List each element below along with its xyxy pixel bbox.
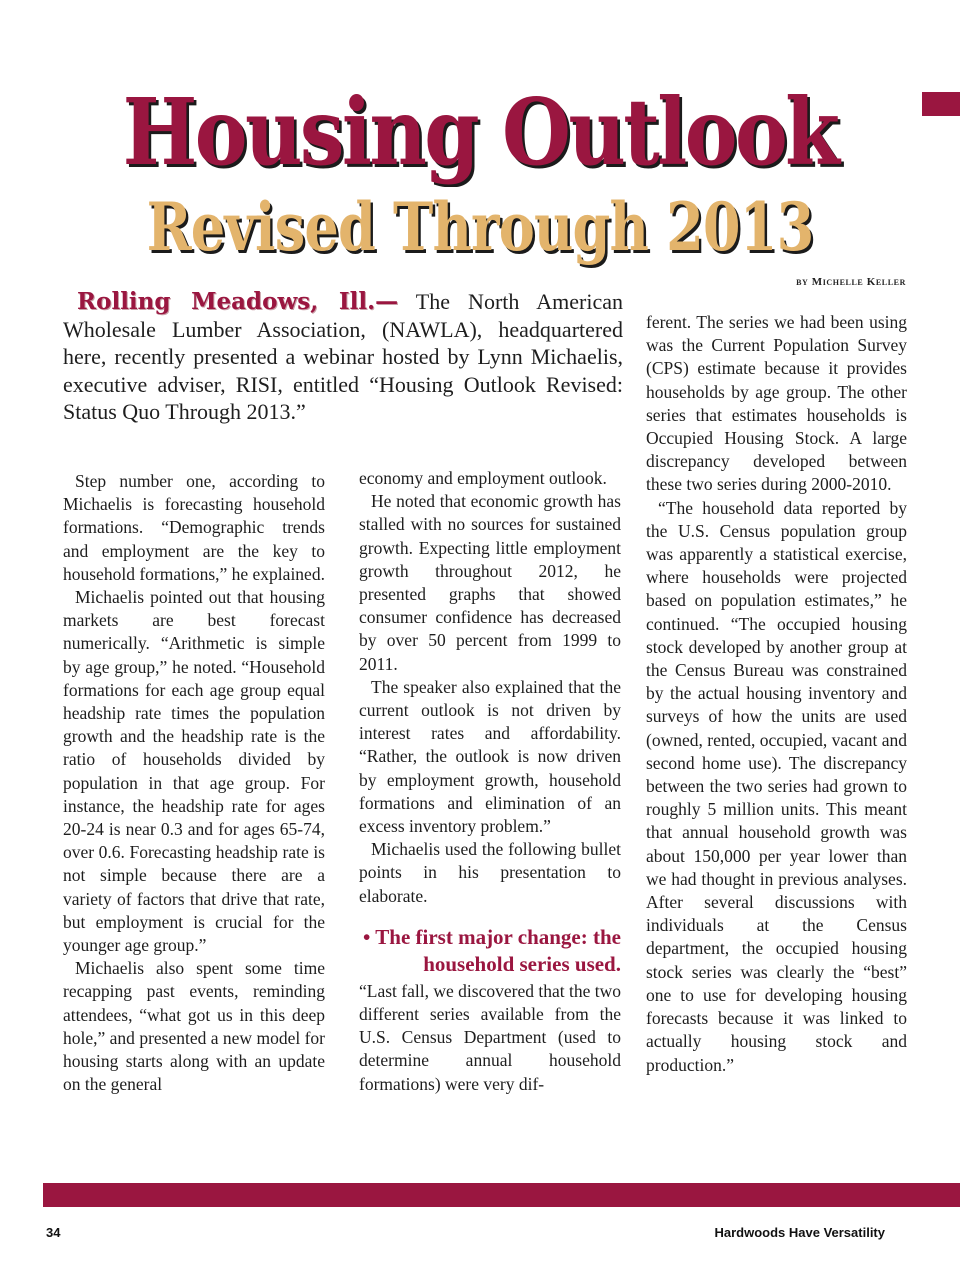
paragraph: Michaelis pointed out that housing markets are best forecast numerically. “Arithmetic is simple by age group,” he noted. “Household formations for each age group equal headship rate times the population growth and the headship rate is the ratio of households divided by population in that age group. For instance, the headship rate for ages 20-24 is near 0.3 and for ages 65-74, over 0.6. Forecasting headship rate is not simple because there are a variety of factors that drive that rate, but employment is crucial for the younger age group.” [63, 587, 325, 956]
dateline: Rolling Meadows, Ill.— [77, 288, 399, 315]
footer-bar [43, 1183, 960, 1207]
page-number: 34 [46, 1225, 61, 1240]
column-1 [63, 470, 325, 1096]
paragraph: economy and employment outlook. [359, 468, 607, 488]
lede-text: The North American Wholesale Lumber Association, (NAWLA), headquartered here, recently presented a webinar hosted by Lynn Michaelis, executive adviser, RISI, entitled “Housing Outlook Revised: Status Quo Through 2013.” [63, 289, 623, 424]
paragraph: Michaelis also spent some time recapping past events, reminding attendees, “what got us in this deep hole,” and presented a new model for housing starts along with an update on the general [63, 958, 325, 1095]
paragraph: “The household data reported by the U.S. Census population group was apparently a statistical exercise, where households were projected based on population estimates,” he continued. “The occupied housing stock developed by another group at the Census Bureau was constrained by the actual housing inventory and surveys of how the units are used (owned, rented, occupied, vacant and second home use). The discrepancy between the two series had grown to roughly 5 million units. This meant that annual household growth was about 150,000 per year lower than we had thought in previous analyses. After several discussions with individuals at the Census department, the occupied housing stock series was clearly the “best” one to use for developing housing forecasts because it was linked to actually housing stock and production.” [646, 497, 907, 1075]
column-3 [646, 311, 907, 1077]
column-2 [359, 467, 621, 1096]
corner-accent-tab [922, 92, 960, 116]
article-title: Housing Outlook [122, 78, 838, 186]
paragraph: “Last fall, we discovered that the two different series available from the U.S. Census Department (used to determine annual household formations) were very dif- [359, 980, 621, 1094]
author-byline: by Michelle Keller [796, 276, 906, 288]
paragraph: He noted that economic growth has stalled with no sources for sustained growth. Expecting little employment growth throughout 2012, he presented graphs that showed consumer confidence has decreased by over 50 percent from 1999 to 2011. [359, 491, 621, 674]
bullet-heading: • The first major change: the household series used. [363, 924, 621, 976]
paragraph: Step number one, according to Michaelis is forecasting household formations. “Demographic trends and employment are the key to household formations,” he explained. [63, 471, 325, 584]
lede-paragraph [63, 288, 623, 426]
article-subtitle: Revised Through 2013 [146, 188, 814, 266]
publication-title: Hardwoods Have Versatility [714, 1225, 885, 1240]
paragraph: The speaker also explained that the current outlook is not driven by interest rates and affordability. “Rather, the outlook is now driven by employment growth, household formations and elimination of an excess inventory problem.” [359, 676, 621, 837]
paragraph: ferent. The series we had been using was the Current Population Survey (CPS) estimate because it provides households by age group. The other series that estimates households is Occupied Housing Stock. A large discrepancy developed between these two series during 2000-2010. [646, 312, 907, 495]
paragraph: Michaelis used the following bullet points in his presentation to elaborate. [359, 839, 621, 906]
